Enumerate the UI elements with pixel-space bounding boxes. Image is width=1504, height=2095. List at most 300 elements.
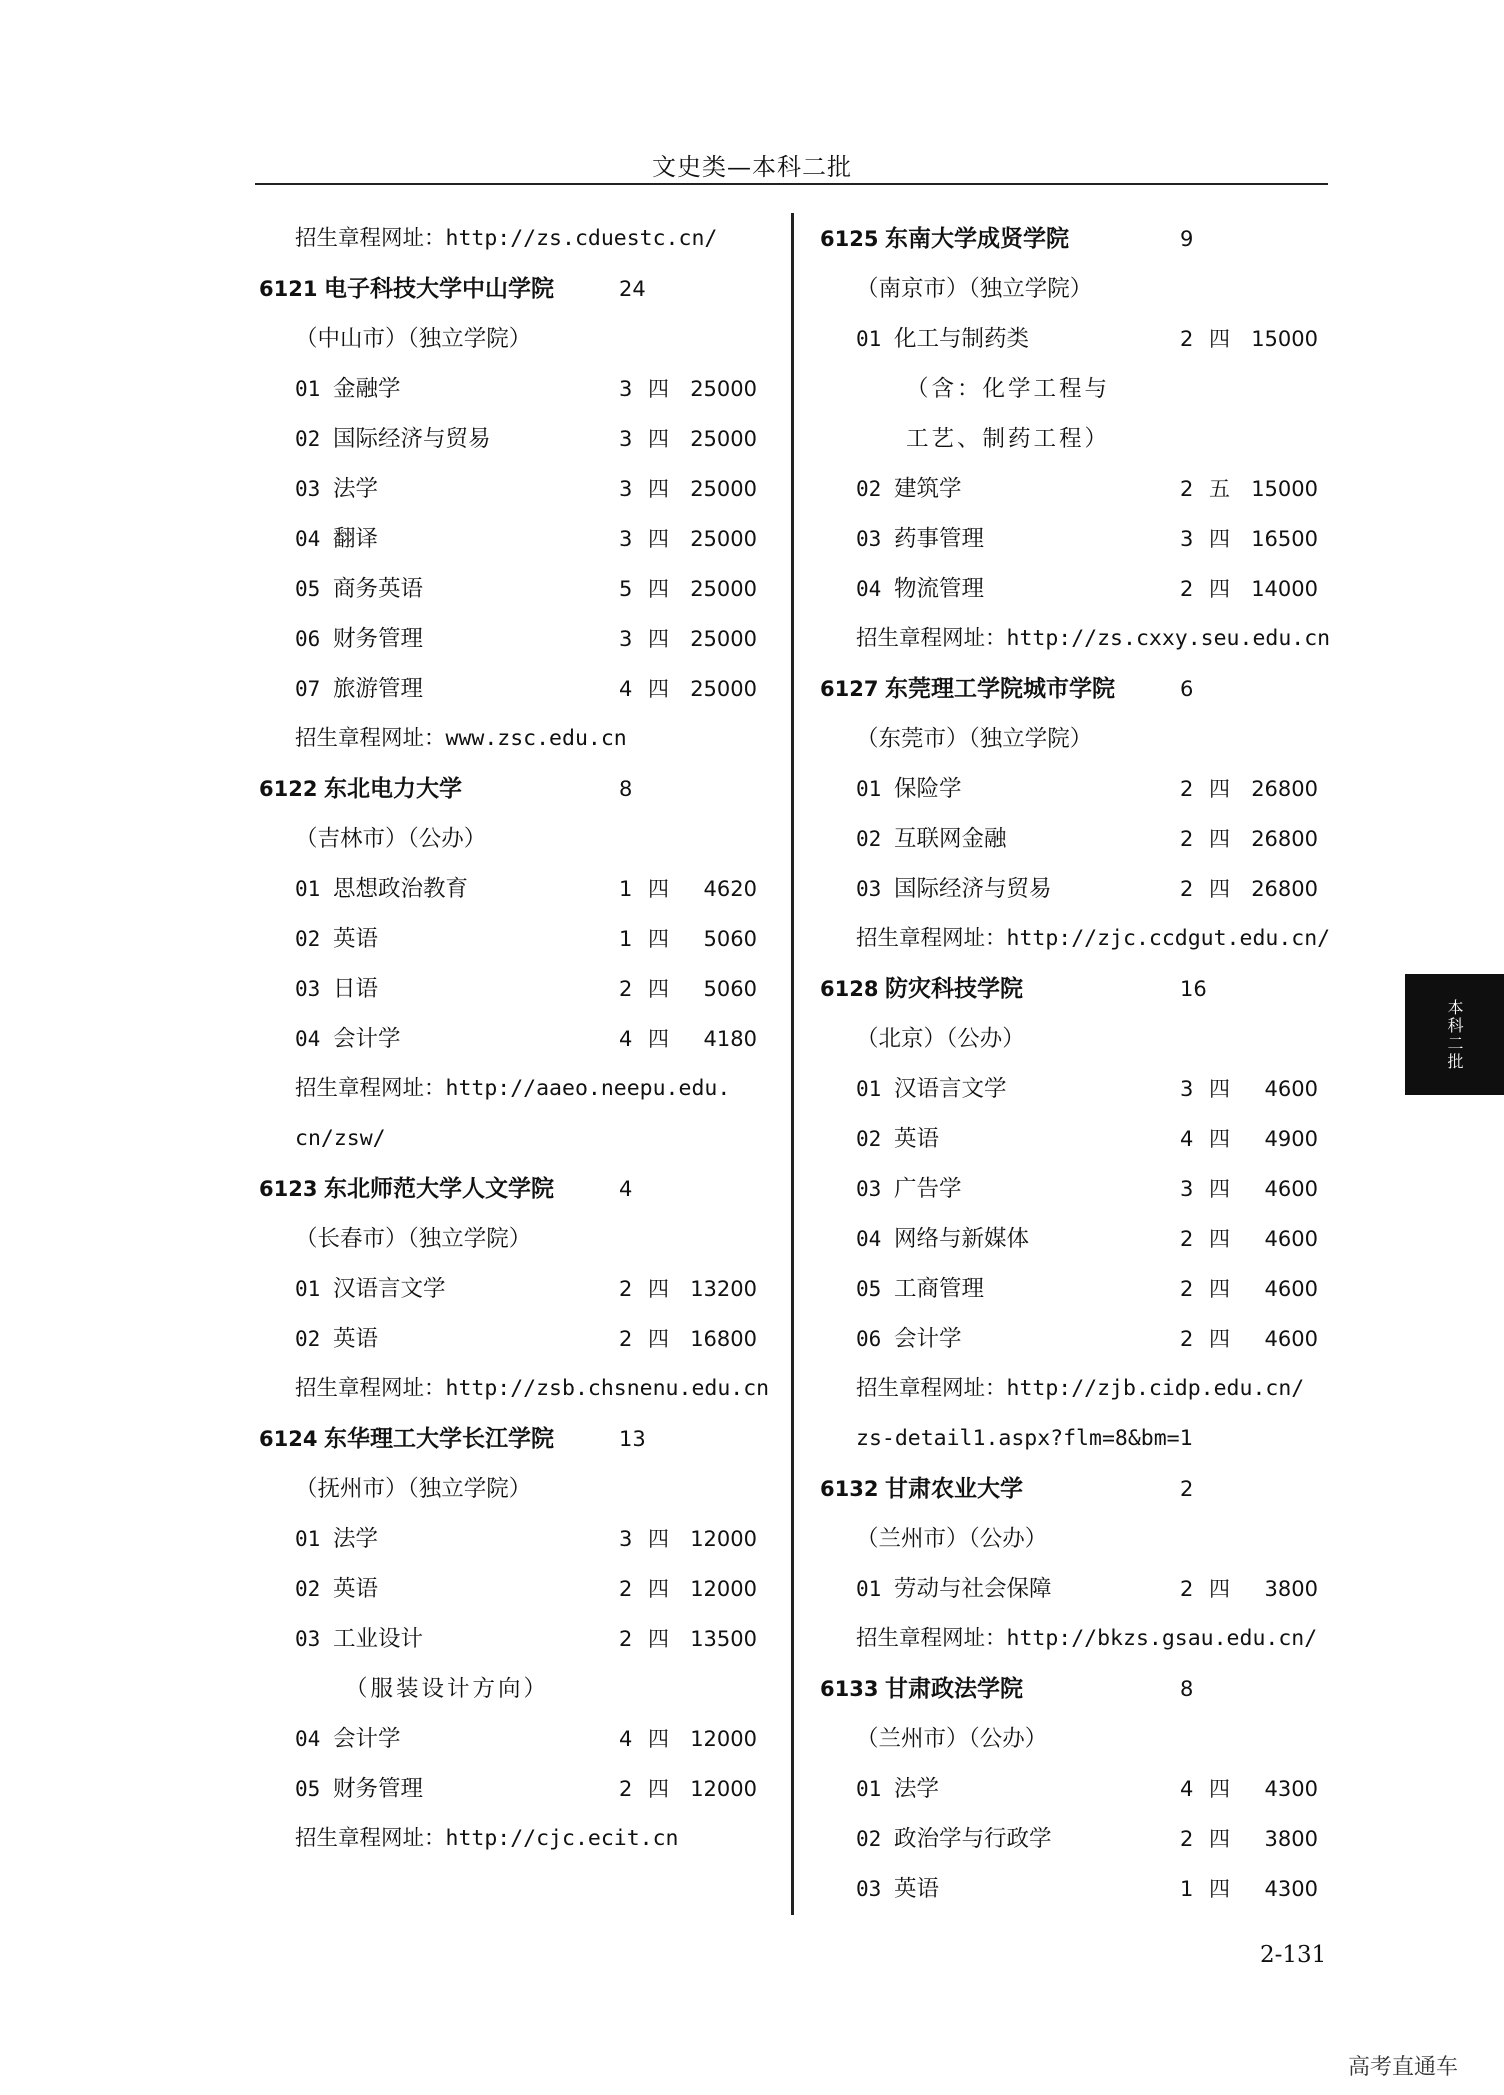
school-quota: 8 (1180, 1677, 1194, 1701)
major-row (255, 474, 775, 524)
school-location: （南京市）（独立学院） (856, 276, 1093, 302)
major-duration: 四 (648, 1727, 669, 1751)
major-row (816, 574, 1336, 624)
admission-url-row (816, 924, 1336, 974)
major-duration: 四 (648, 977, 669, 1001)
major-name: 英语 (894, 1876, 940, 1902)
major-duration: 四 (1209, 1327, 1230, 1351)
admission-url-row (255, 1824, 775, 1874)
major-name: 思想政治教育 (333, 876, 469, 902)
admission-url: 招生章程网址：http://zsb.chsnenu.edu.cn (295, 1376, 770, 1401)
major-number: 01 (856, 1077, 882, 1101)
school-code: 6124 (259, 1427, 318, 1451)
major-number: 02 (856, 1827, 882, 1851)
school-location-row (816, 274, 1336, 324)
major-duration: 四 (1209, 1077, 1230, 1101)
school-quota: 2 (1180, 1477, 1194, 1501)
major-tuition: 3800 (1264, 1827, 1318, 1851)
school-row (816, 974, 1336, 1024)
major-name: 英语 (333, 1576, 379, 1602)
school-location: （吉林市）（公办） (295, 826, 487, 852)
major-number: 01 (295, 1527, 321, 1551)
major-row (255, 674, 775, 724)
major-name: 工业设计 (333, 1626, 424, 1652)
major-row (816, 1824, 1336, 1874)
school-location: （东莞市）（独立学院） (856, 726, 1093, 752)
school-location-row (255, 824, 775, 874)
school-name: 东南大学成贤学院 (885, 226, 1069, 252)
major-quota: 3 (1180, 1077, 1194, 1101)
major-tuition: 26800 (1251, 827, 1318, 851)
major-duration: 四 (648, 1277, 669, 1301)
major-number: 01 (295, 1277, 321, 1301)
school-code: 6132 (820, 1477, 879, 1501)
major-number: 06 (295, 627, 321, 651)
school-name: 东北师范大学人文学院 (324, 1176, 554, 1202)
major-name: 金融学 (333, 376, 401, 402)
major-note-row (816, 374, 1336, 424)
major-quota: 2 (1180, 1577, 1194, 1601)
major-quota: 3 (1180, 1177, 1194, 1201)
major-duration: 四 (1209, 527, 1230, 551)
major-name: 互联网金融 (894, 826, 1007, 852)
major-number: 05 (295, 1777, 321, 1801)
major-tuition: 25000 (690, 477, 757, 501)
major-row (255, 524, 775, 574)
school-code: 6125 (820, 227, 879, 251)
major-duration: 四 (1209, 1277, 1230, 1301)
major-tuition: 25000 (690, 527, 757, 551)
school-location-row (255, 1474, 775, 1524)
major-quota: 3 (619, 427, 633, 451)
school-row (816, 1474, 1336, 1524)
major-number: 02 (856, 1127, 882, 1151)
major-quota: 5 (619, 577, 633, 601)
admission-url: 招生章程网址：http://bkzs.gsau.edu.cn/ (856, 1626, 1318, 1651)
major-name: 化工与制药类 (894, 326, 1030, 352)
major-row (255, 1524, 775, 1574)
school-row (816, 224, 1336, 274)
page-number: 2-131 (1260, 1942, 1327, 1968)
admission-url-row (255, 224, 775, 274)
major-duration: 四 (1209, 1127, 1230, 1151)
major-quota: 2 (1180, 877, 1194, 901)
major-name: 财务管理 (333, 1776, 424, 1802)
major-duration: 四 (648, 377, 669, 401)
side-tab (1405, 974, 1504, 1095)
school-location: （长春市）（独立学院） (295, 1226, 532, 1252)
major-name: 商务英语 (333, 576, 424, 602)
major-duration: 四 (648, 677, 669, 701)
major-duration: 五 (1209, 477, 1230, 501)
major-row (816, 1274, 1336, 1324)
major-number: 03 (295, 1627, 321, 1651)
major-name: 药事管理 (894, 526, 985, 552)
major-duration: 四 (1209, 577, 1230, 601)
major-quota: 1 (619, 877, 633, 901)
major-name: 物流管理 (894, 576, 985, 602)
major-tuition: 4620 (703, 877, 757, 901)
major-quota: 2 (619, 1277, 633, 1301)
header-rule (255, 183, 1328, 185)
major-quota: 2 (1180, 477, 1194, 501)
school-location-row (816, 1024, 1336, 1074)
major-tuition: 4900 (1264, 1127, 1318, 1151)
major-number: 03 (295, 477, 321, 501)
major-name: 翻译 (333, 526, 379, 552)
major-duration: 四 (648, 1627, 669, 1651)
major-name: 网络与新媒体 (894, 1226, 1030, 1252)
major-row (255, 574, 775, 624)
school-name: 甘肃农业大学 (885, 1476, 1023, 1502)
admission-url: 招生章程网址：www.zsc.edu.cn (295, 726, 627, 751)
major-name: 法学 (333, 1526, 379, 1552)
admission-url: 招生章程网址：http://zjb.cidp.edu.cn/ (856, 1376, 1305, 1401)
major-number: 07 (295, 677, 321, 701)
major-tuition: 25000 (690, 627, 757, 651)
major-duration: 四 (1209, 827, 1230, 851)
major-row (255, 974, 775, 1024)
major-number: 02 (856, 827, 882, 851)
watermark: 高考直通车 (1348, 2055, 1459, 2080)
major-number: 02 (295, 1327, 321, 1351)
school-code: 6122 (259, 777, 318, 801)
school-quota: 13 (619, 1427, 646, 1451)
major-duration: 四 (1209, 1227, 1230, 1251)
major-quota: 2 (619, 1327, 633, 1351)
major-quota: 2 (1180, 1827, 1194, 1851)
major-row (816, 874, 1336, 924)
major-quota: 4 (619, 1027, 633, 1051)
major-quota: 3 (619, 627, 633, 651)
major-tuition: 13200 (690, 1277, 757, 1301)
school-location-row (816, 724, 1336, 774)
major-tuition: 4600 (1264, 1077, 1318, 1101)
major-quota: 4 (619, 677, 633, 701)
major-name: 建筑学 (894, 476, 962, 502)
major-name: 保险学 (894, 776, 962, 802)
major-quota: 3 (619, 377, 633, 401)
major-duration: 四 (1209, 1177, 1230, 1201)
major-name: 法学 (894, 1776, 940, 1802)
major-quota: 2 (1180, 827, 1194, 851)
major-quota: 2 (1180, 1327, 1194, 1351)
school-row (816, 1674, 1336, 1724)
admission-url-row (816, 624, 1336, 674)
school-row (255, 274, 775, 324)
major-name: 工商管理 (894, 1276, 985, 1302)
major-tuition: 3800 (1264, 1577, 1318, 1601)
major-tuition: 5060 (703, 927, 757, 951)
major-number: 01 (295, 877, 321, 901)
major-quota: 2 (1180, 577, 1194, 601)
major-name: 英语 (894, 1126, 940, 1152)
school-name: 甘肃政法学院 (885, 1676, 1023, 1702)
major-duration: 四 (648, 1577, 669, 1601)
major-number: 02 (856, 477, 882, 501)
major-number: 01 (295, 377, 321, 401)
right-column (816, 224, 1336, 1924)
major-row (255, 1624, 775, 1674)
major-name: 汉语言文学 (333, 1276, 446, 1302)
major-duration: 四 (648, 877, 669, 901)
major-quota: 3 (619, 1527, 633, 1551)
admission-url-row (816, 1424, 1336, 1474)
major-name: 汉语言文学 (894, 1076, 1007, 1102)
admission-url: zs-detail1.aspx?flm=8&bm=1 (856, 1426, 1193, 1451)
major-tuition: 12000 (690, 1527, 757, 1551)
page-header: 文史类—本科二批 (652, 153, 852, 181)
column-divider (791, 213, 794, 1915)
major-quota: 2 (1180, 1227, 1194, 1251)
major-quota: 3 (619, 527, 633, 551)
major-number: 02 (295, 927, 321, 951)
major-number: 03 (856, 1177, 882, 1201)
major-tuition: 16800 (690, 1327, 757, 1351)
major-tuition: 16500 (1251, 527, 1318, 551)
major-note-row (816, 424, 1336, 474)
major-note: （服装设计方向） (345, 1676, 550, 1702)
major-name: 劳动与社会保障 (894, 1576, 1052, 1602)
major-row (255, 874, 775, 924)
major-name: 旅游管理 (333, 676, 424, 702)
major-duration: 四 (648, 427, 669, 451)
major-duration: 四 (1209, 1827, 1230, 1851)
major-row (816, 1774, 1336, 1824)
major-duration: 四 (648, 627, 669, 651)
major-row (816, 1074, 1336, 1124)
school-name: 电子科技大学中山学院 (324, 276, 554, 302)
major-row (255, 1024, 775, 1074)
major-quota: 4 (1180, 1127, 1194, 1151)
major-duration: 四 (1209, 327, 1230, 351)
admission-url: 招生章程网址：http://zs.cxxy.seu.edu.cn (856, 626, 1331, 651)
major-quota: 3 (619, 477, 633, 501)
major-number: 03 (856, 1877, 882, 1901)
major-duration: 四 (1209, 1777, 1230, 1801)
school-code: 6121 (259, 277, 318, 301)
major-tuition: 4180 (703, 1027, 757, 1051)
major-number: 04 (295, 527, 321, 551)
school-name: 东莞理工学院城市学院 (885, 676, 1115, 702)
major-duration: 四 (648, 1327, 669, 1351)
admission-url-row (255, 1074, 775, 1124)
major-name: 会计学 (894, 1326, 962, 1352)
major-number: 04 (295, 1027, 321, 1051)
major-number: 03 (856, 527, 882, 551)
major-quota: 2 (619, 1777, 633, 1801)
major-number: 01 (856, 1777, 882, 1801)
major-number: 04 (856, 577, 882, 601)
major-note-row (255, 1674, 775, 1724)
major-name: 英语 (333, 926, 379, 952)
major-tuition: 4600 (1264, 1227, 1318, 1251)
major-quota: 4 (1180, 1777, 1194, 1801)
admission-url: 招生章程网址：http://cjc.ecit.cn (295, 1826, 679, 1851)
major-duration: 四 (1209, 877, 1230, 901)
school-location-row (255, 324, 775, 374)
major-tuition: 4600 (1264, 1277, 1318, 1301)
major-tuition: 26800 (1251, 877, 1318, 901)
major-name: 国际经济与贸易 (894, 876, 1052, 902)
major-note: （含：化学工程与 (906, 376, 1111, 402)
major-number: 01 (856, 1577, 882, 1601)
major-quota: 4 (619, 1727, 633, 1751)
school-name: 东华理工大学长江学院 (324, 1426, 554, 1452)
major-row (255, 1724, 775, 1774)
major-tuition: 4300 (1264, 1877, 1318, 1901)
school-row (255, 774, 775, 824)
left-column (255, 224, 775, 1874)
major-row (816, 1174, 1336, 1224)
school-quota: 9 (1180, 227, 1194, 251)
major-name: 国际经济与贸易 (333, 426, 491, 452)
major-number: 03 (856, 877, 882, 901)
major-duration: 四 (1209, 1877, 1230, 1901)
major-row (255, 924, 775, 974)
major-number: 04 (295, 1727, 321, 1751)
major-duration: 四 (648, 1527, 669, 1551)
school-quota: 24 (619, 277, 646, 301)
major-tuition: 15000 (1251, 477, 1318, 501)
admission-url: cn/zsw/ (295, 1126, 386, 1151)
major-tuition: 25000 (690, 577, 757, 601)
major-tuition: 4600 (1264, 1327, 1318, 1351)
major-quota: 2 (619, 1627, 633, 1651)
school-location: （北京）（公办） (856, 1026, 1025, 1052)
school-quota: 16 (1180, 977, 1207, 1001)
major-number: 01 (856, 327, 882, 351)
major-tuition: 4300 (1264, 1777, 1318, 1801)
major-number: 02 (295, 1577, 321, 1601)
major-row (816, 774, 1336, 824)
major-row (255, 1274, 775, 1324)
major-tuition: 25000 (690, 677, 757, 701)
major-tuition: 12000 (690, 1777, 757, 1801)
major-note: 工艺、制药工程） (906, 426, 1111, 452)
school-row (255, 1174, 775, 1224)
major-quota: 2 (1180, 777, 1194, 801)
major-name: 日语 (333, 976, 379, 1002)
major-number: 05 (856, 1277, 882, 1301)
school-quota: 6 (1180, 677, 1194, 701)
major-name: 英语 (333, 1326, 379, 1352)
major-duration: 四 (648, 927, 669, 951)
major-row (816, 1324, 1336, 1374)
school-code: 6128 (820, 977, 879, 1001)
major-tuition: 15000 (1251, 327, 1318, 351)
major-quota: 1 (1180, 1877, 1194, 1901)
major-row (255, 374, 775, 424)
admission-url: 招生章程网址：http://aaeo.neepu.edu. (295, 1076, 731, 1101)
school-code: 6133 (820, 1677, 879, 1701)
major-duration: 四 (648, 1777, 669, 1801)
major-row (255, 1574, 775, 1624)
school-code: 6123 (259, 1177, 318, 1201)
major-number: 03 (295, 977, 321, 1001)
major-duration: 四 (648, 527, 669, 551)
major-tuition: 14000 (1251, 577, 1318, 601)
major-row (816, 1224, 1336, 1274)
school-name: 防灾科技学院 (885, 976, 1023, 1002)
major-quota: 2 (1180, 1277, 1194, 1301)
major-duration: 四 (648, 1027, 669, 1051)
school-code: 6127 (820, 677, 879, 701)
major-row (816, 824, 1336, 874)
major-tuition: 12000 (690, 1577, 757, 1601)
admission-url-row (255, 724, 775, 774)
major-quota: 1 (619, 927, 633, 951)
major-tuition: 12000 (690, 1727, 757, 1751)
major-number: 05 (295, 577, 321, 601)
major-row (255, 624, 775, 674)
major-tuition: 26800 (1251, 777, 1318, 801)
major-duration: 四 (1209, 777, 1230, 801)
admission-url-row (816, 1374, 1336, 1424)
school-location: （兰州市）（公办） (856, 1726, 1048, 1752)
major-row (255, 1324, 775, 1374)
major-tuition: 5060 (703, 977, 757, 1001)
major-name: 广告学 (894, 1176, 962, 1202)
major-number: 01 (856, 777, 882, 801)
major-name: 会计学 (333, 1726, 401, 1752)
major-quota: 2 (619, 1577, 633, 1601)
major-quota: 2 (1180, 327, 1194, 351)
major-row (255, 1774, 775, 1824)
school-location: （兰州市）（公办） (856, 1526, 1048, 1552)
admission-url-row (255, 1124, 775, 1174)
school-quota: 8 (619, 777, 633, 801)
school-row (255, 1424, 775, 1474)
school-name: 东北电力大学 (324, 776, 462, 802)
major-tuition: 25000 (690, 377, 757, 401)
major-tuition: 25000 (690, 427, 757, 451)
admission-url: 招生章程网址：http://zs.cduestc.cn/ (295, 226, 718, 251)
major-number: 06 (856, 1327, 882, 1351)
major-row (816, 1574, 1336, 1624)
school-location-row (255, 1224, 775, 1274)
major-number: 04 (856, 1227, 882, 1251)
admission-url: 招生章程网址：http://zjc.ccdgut.edu.cn/ (856, 926, 1331, 951)
major-name: 财务管理 (333, 626, 424, 652)
admission-url-row (816, 1624, 1336, 1674)
major-number: 02 (295, 427, 321, 451)
major-quota: 2 (619, 977, 633, 1001)
school-quota: 4 (619, 1177, 633, 1201)
major-row (816, 474, 1336, 524)
side-tab-label: 本科二批 (1445, 998, 1464, 1071)
major-duration: 四 (648, 477, 669, 501)
major-duration: 四 (1209, 1577, 1230, 1601)
major-row (816, 324, 1336, 374)
major-row (816, 524, 1336, 574)
major-row (816, 1124, 1336, 1174)
school-location: （抚州市）（独立学院） (295, 1476, 532, 1502)
major-duration: 四 (648, 577, 669, 601)
major-name: 政治学与行政学 (894, 1826, 1052, 1852)
major-tuition: 13500 (690, 1627, 757, 1651)
major-row (816, 1874, 1336, 1924)
school-location: （中山市）（独立学院） (295, 326, 532, 352)
major-name: 会计学 (333, 1026, 401, 1052)
school-location-row (816, 1724, 1336, 1774)
school-row (816, 674, 1336, 724)
major-tuition: 4600 (1264, 1177, 1318, 1201)
school-location-row (816, 1524, 1336, 1574)
admission-url-row (255, 1374, 775, 1424)
major-row (255, 424, 775, 474)
major-quota: 3 (1180, 527, 1194, 551)
